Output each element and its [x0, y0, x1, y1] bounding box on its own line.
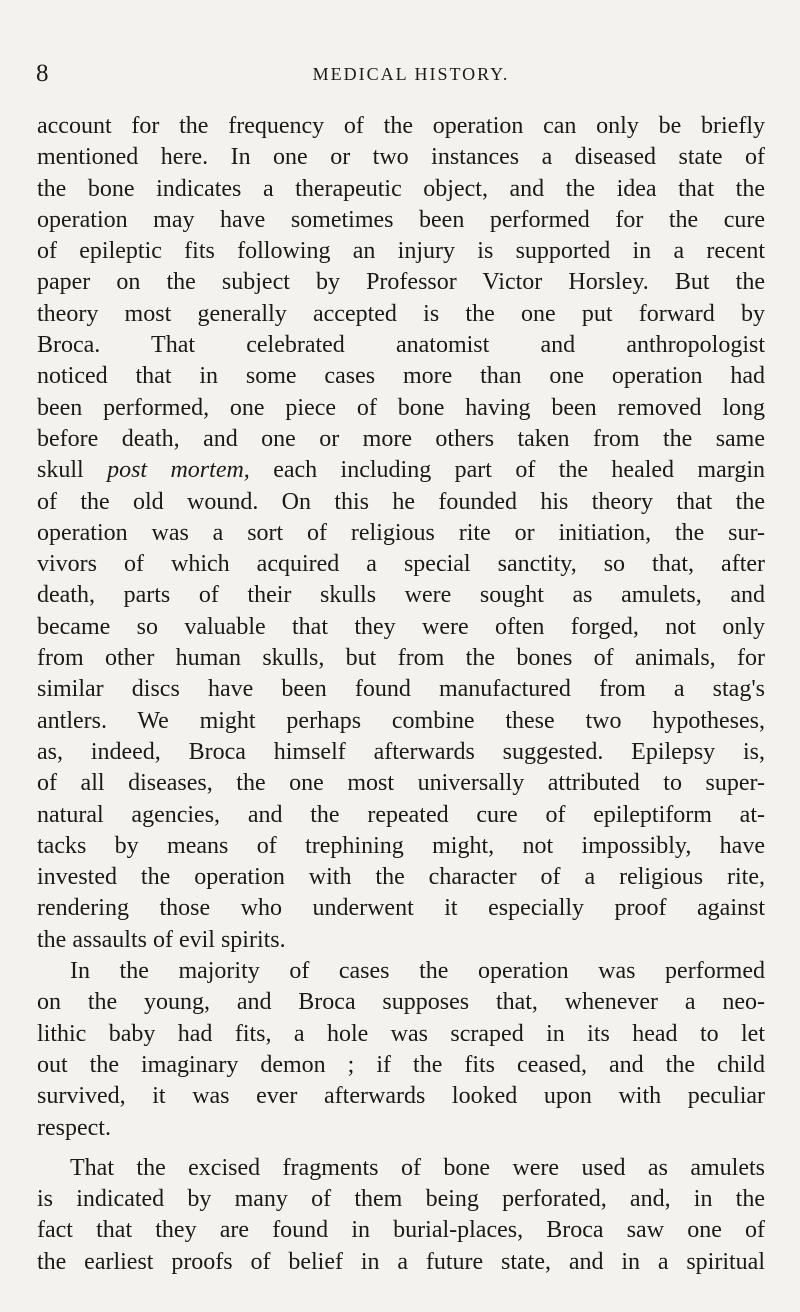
text-line: the assaults of evil spirits. — [37, 926, 286, 953]
text-line: lithic baby had fits, a hole was scraped in its head to let — [37, 1020, 765, 1047]
text-line: out the imaginary demon ; if the fits ceased, and the child — [37, 1051, 765, 1078]
text-line: the earliest proofs of belief in a future state, and in a spiritual — [37, 1248, 765, 1275]
paragraph-1 — [37, 111, 765, 956]
text-segment: each including part of the healed margin — [249, 457, 765, 484]
text-line: of the old wound. On this he founded his theory that the — [37, 488, 765, 515]
text-line: of epileptic fits following an injury is supported in a recent — [37, 238, 765, 265]
text-line: mentioned here. In one or two instances a diseased state of — [37, 144, 765, 171]
text-line: invested the operation with the character of a religious rite, — [37, 864, 765, 891]
text-line: is indicated by many of them being perforated, and, in the — [37, 1186, 765, 1213]
text-line: as, indeed, Broca himself afterwards suggested. Epilepsy is, — [37, 738, 765, 765]
text-line: antlers. We might perhaps combine these two hypotheses, — [37, 707, 765, 734]
text-line: similar discs have been found manufactured from a stag's — [37, 676, 765, 703]
text-line: from other human skulls, but from the bones of animals, for — [37, 645, 765, 672]
paragraph-3 — [37, 1153, 765, 1278]
page-number: 8 — [36, 60, 49, 87]
text-line: vivors of which acquired a special sanctity, so that, after — [37, 551, 765, 578]
text-line: survived, it was ever afterwards looked upon with peculiar — [37, 1083, 765, 1110]
italic-phrase: post mortem, — [107, 457, 250, 484]
text-line: of all diseases, the one most universally attributed to super- — [37, 770, 765, 797]
text-line: paper on the subject by Professor Victor Horsley. But the — [37, 269, 765, 296]
text-line: account for the frequency of the operation can only be briefly — [37, 113, 765, 139]
text-line: death, parts of their skulls were sought as amulets, and — [37, 582, 765, 609]
text-line: theory most generally accepted is the one put forward by — [37, 300, 765, 327]
page-header — [36, 58, 766, 90]
text-line: operation may have sometimes been performed for the cure — [37, 206, 765, 233]
text-line: on the young, and Broca supposes that, whenever a neo- — [37, 989, 765, 1016]
text-line: natural agencies, and the repeated cure of epileptiform at- — [37, 801, 765, 828]
text-segment: skull — [37, 457, 108, 484]
running-head: MEDICAL HISTORY. — [312, 64, 510, 84]
text-line: tacks by means of trephining might, not impossibly, have — [37, 832, 765, 859]
text-line: respect. — [37, 1114, 111, 1141]
text-line: That the excised fragments of bone were used as amulets — [70, 1154, 765, 1181]
paragraph-2 — [37, 956, 765, 1144]
text-line: the bone indicates a therapeutic object, and the idea that the — [37, 175, 765, 202]
text-line: became so valuable that they were often forged, not only — [37, 613, 765, 640]
text-line: been performed, one piece of bone having been removed long — [37, 394, 765, 421]
text-line: operation was a sort of religious rite or initiation, the sur- — [37, 519, 765, 546]
text-line: fact that they are found in burial-places, Broca saw one of — [37, 1217, 765, 1244]
text-line: noticed that in some cases more than one operation had — [37, 363, 765, 390]
text-line: In the majority of cases the operation was performed — [70, 958, 765, 985]
text-line-with-italic — [37, 455, 765, 486]
text-line: before death, and one or more others taken from the same — [37, 425, 765, 452]
text-line: rendering those who underwent it especially proof against — [37, 895, 765, 922]
text-line: Broca. That celebrated anatomist and anthropologist — [37, 332, 765, 359]
body-text — [37, 111, 765, 1278]
